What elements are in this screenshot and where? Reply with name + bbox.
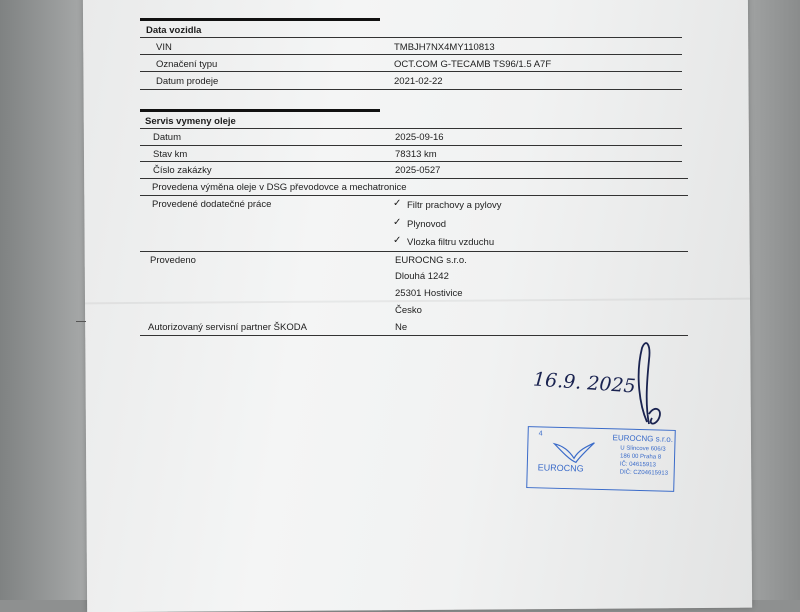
margin-mark (76, 321, 86, 322)
vin-label: VIN (156, 42, 172, 53)
performed-note: Provedena výměna oleje v DSG převodovce a mechatronice (152, 182, 407, 193)
row-line (140, 89, 682, 90)
extra-work-item: Filtr prachovy a pylovy (407, 200, 502, 211)
done-by-label: Provedeno (150, 255, 196, 266)
done-by-line: 25301 Hostivice (395, 288, 463, 299)
stamp-address-line: IČ: 04615913 (619, 461, 656, 469)
done-by-line: Česko (395, 305, 422, 316)
extra-work-label: Provedené dodatečné práce (152, 199, 272, 210)
company-stamp (526, 426, 676, 492)
row-line (140, 128, 682, 129)
stamp-counter: 4 (538, 430, 543, 438)
bird-logo-icon (552, 438, 597, 465)
checkmark-icon: ✓ (393, 198, 402, 209)
vehicle-heading: Data vozidla (146, 25, 202, 36)
extra-work-item: Vlozka filtru vzduchu (407, 237, 495, 248)
type-label: Označení typu (156, 59, 218, 70)
row-line (140, 195, 688, 196)
service-heading: Servis vymeny oleje (145, 116, 236, 127)
service-date-value: 2025-09-16 (395, 132, 444, 143)
done-by-line: Dlouhá 1242 (395, 271, 449, 282)
handwritten-date: 16.9. 2025 (532, 368, 637, 398)
done-by-line: EUROCNG s.r.o. (395, 255, 467, 266)
row-line (140, 145, 682, 146)
row-line (140, 251, 688, 252)
sale-date-label: Datum prodeje (156, 76, 219, 87)
sale-date-value: 2021-02-22 (394, 76, 443, 87)
order-number-label: Číslo zakázky (153, 165, 212, 176)
order-number-value: 2025-0527 (395, 165, 441, 176)
row-line (140, 178, 688, 179)
partner-value: Ne (395, 322, 408, 333)
stamp-address-line: 186 00 Praha 8 (619, 453, 662, 461)
stamp-company-name: EUROCNG s.r.o. (612, 433, 674, 444)
signature (630, 336, 670, 431)
checkmark-icon: ✓ (393, 235, 402, 246)
row-line (140, 37, 682, 38)
mileage-label: Stav km (153, 149, 188, 160)
partner-label: Autorizovaný servisní partner ŠKODA (148, 322, 307, 333)
row-line (140, 54, 682, 55)
checkmark-icon: ✓ (393, 217, 402, 228)
type-value: OCT.COM G-TECAMB TS96/1.5 A7F (394, 59, 552, 70)
extra-work-item: Plynovod (407, 219, 447, 230)
vin-value: TMBJH7NX4MY110813 (394, 42, 495, 53)
stamp-logo-text: EUROCNG (537, 462, 584, 474)
stamp-address-line: DIČ: CZ04615913 (619, 469, 669, 477)
row-line (140, 161, 682, 162)
stamp-address-line: U Slincove 606/3 (620, 445, 666, 453)
service-date-label: Datum (153, 132, 181, 143)
row-line (140, 335, 688, 336)
section-rule (140, 109, 380, 112)
row-line (140, 71, 682, 72)
section-rule (140, 18, 380, 21)
mileage-value: 78313 km (395, 149, 437, 160)
